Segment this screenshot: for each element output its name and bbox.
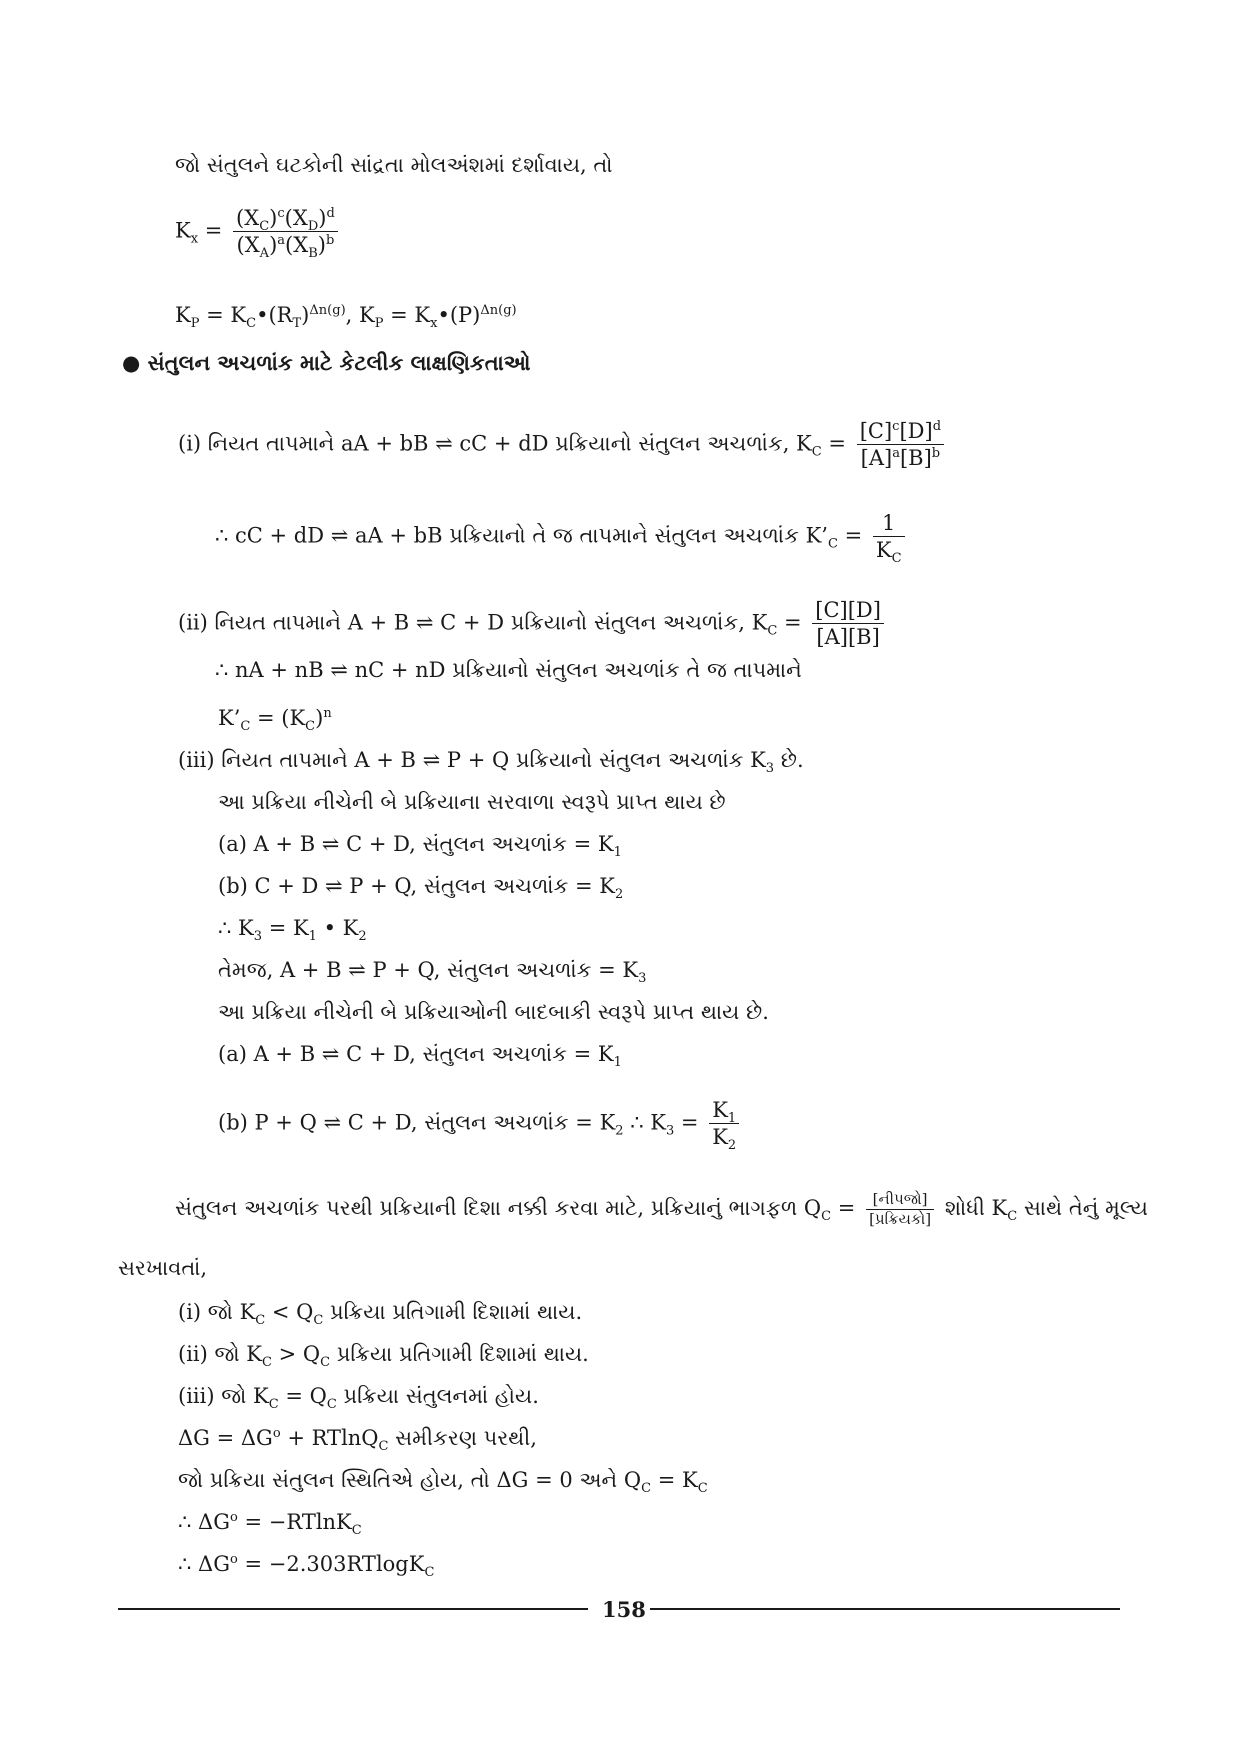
item-iii-b: (b) C + D ⇌ P + Q, સંતુલન અચળાંક = $K_2$ bbox=[218, 874, 624, 903]
item-i-fraction: $\frac{[C]^c[D]^d}{[A]^a[B]^b}$ bbox=[857, 418, 944, 472]
item-ii-multiplied: ∴ nA + nB ⇌ nC + nD પ્રક્રિયાનો સંતુલન અચળાંક તે જ તાપમાને bbox=[215, 658, 802, 682]
equilibrium-condition: જો પ્રક્રિયા સંતુલન સ્થિતિએ હોય, તો ΔG = 0 અને $Q_C = K_C$ bbox=[178, 1468, 708, 1497]
gibbs-equation: $\Delta G = \Delta G^o + RTlnQ_C$ સમીકરણ પરથી, bbox=[178, 1426, 537, 1455]
kp-formula: $K_P$ = $K_C•(R_T)^{\Delta n(g)}$, $K_P$ = $K_x•(P)^{\Delta n(g)}$ bbox=[175, 303, 517, 332]
intro-text: જો સંતુલને ઘટકોની સાંદ્રતા મોલઅંશમાં દર્શાવાય, તો bbox=[175, 153, 613, 177]
condition-ii: (ii) જો $K_C > Q_C$ પ્રક્રિયા પ્રતિગામી દિશામાં થાય. bbox=[178, 1342, 589, 1371]
footer-rule-right bbox=[650, 1608, 1120, 1610]
item-ii-fraction: $\frac{[C][D]}{[A][B]}$ bbox=[812, 597, 884, 651]
footer-rule-left bbox=[118, 1608, 588, 1610]
item-i-reverse-fraction: $\frac{1}{K_C}$ bbox=[873, 510, 905, 564]
bullet-icon: ● bbox=[122, 350, 141, 375]
item-i-reverse: ∴ cC + dD ⇌ aA + bB પ્રક્રિયાનો તે જ તાપમાને સંતુલન અચળાંક $K’_C$ = $\frac{1}{K_C}$ bbox=[215, 510, 909, 564]
gibbs-ln-result: ∴ $\Delta G^o = -RTlnK_C$ bbox=[178, 1510, 362, 1539]
paragraph-continuation: સરખાવતાં, bbox=[118, 1256, 208, 1280]
item-iii-sum-text: આ પ્રક્રિયા નીચેની બે પ્રક્રિયાના સરવાળા સ્વરૂપે પ્રાપ્ત થાય છે bbox=[218, 790, 726, 814]
item-iii-a: (a) A + B ⇌ C + D, સંતુલન અચળાંક = $K_1$ bbox=[218, 832, 622, 861]
condition-iii: (iii) જો $K_C = Q_C$ પ્રક્રિયા સંતુલનમાં હોય. bbox=[178, 1384, 539, 1413]
reaction-quotient-paragraph: સંતુલન અચળાંક પરથી પ્રક્રિયાની દિશા નક્કી કરવા માટે, પ્રક્રિયાનું ભાગફળ $Q_C$ = $\frac{\text{[નીપજો]}}{\text{[પ્રક્રિયકો]}}$ શોધી $K_C$ સાથે તેનું મૂલ્ય bbox=[175, 1190, 1149, 1228]
item-i: (i) નિયત તાપમાને aA + bB ⇌ cC + dD પ્રક્રિયાનો સંતુલન અચળાંક, $K_C$ = $\frac{[C]^c[D]^d}{[A]^a[B]^b}$ bbox=[178, 418, 948, 472]
item-iii: (iii) નિયત તાપમાને A + B ⇌ P + Q પ્રક્રિયાનો સંતુલન અચળાંક $K_3$ છે. bbox=[178, 748, 804, 777]
gibbs-log-result: ∴ $\Delta G^o = -2.303RTlogK_C$ bbox=[178, 1552, 435, 1581]
kx-formula: $K_x$ = $\frac{(X_C)^c(X_D)^d}{(X_A)^a(X_B)^b}$ bbox=[175, 205, 342, 259]
item-iii-d: તેમજ, A + B ⇌ P + Q, સંતુલન અચળાંક = $K_3$ bbox=[218, 958, 647, 987]
item-iii-f: (a) A + B ⇌ C + D, સંતુલન અચળાંક = $K_1$ bbox=[218, 1042, 622, 1071]
reaction-quotient-fraction: $\frac{\text{[નીપજો]}}{\text{[પ્રક્રિયકો]}}$ bbox=[866, 1190, 934, 1229]
item-iii-g: (b) P + Q ⇌ C + D, સંતુલન અચળાંક = $K_2$ ∴ $K_3$ = $\frac{K_1}{K_2}$ bbox=[218, 1097, 743, 1151]
item-iii-difference-text: આ પ્રક્રિયા નીચેની બે પ્રક્રિયાઓની બાદબાકી સ્વરૂપે પ્રાપ્ત થાય છે. bbox=[218, 1000, 769, 1024]
condition-i: (i) જો $K_C < Q_C$ પ્રક્રિયા પ્રતિગામી દિશામાં થાય. bbox=[178, 1300, 583, 1329]
section-heading: ● સંતુલન અચળાંક માટે કેટલીક લાક્ષણિકતાઓ bbox=[122, 350, 531, 375]
item-ii-result: $K’_C = (K_C)^n$ bbox=[218, 706, 332, 735]
page-number: 158 bbox=[602, 1597, 646, 1622]
kx-fraction: $\frac{(X_C)^c(X_D)^d}{(X_A)^a(X_B)^b}$ bbox=[233, 205, 338, 259]
item-ii: (ii) નિયત તાપમાને A + B ⇌ C + D પ્રક્રિયાનો સંતુલન અચળાંક, $K_C$ = $\frac{[C][D]}{[A][B]}$ bbox=[178, 597, 888, 651]
item-iii-product: ∴ $K_3 = K_1$ • $K_2$ bbox=[218, 916, 367, 945]
item-iii-g-fraction: $\frac{K_1}{K_2}$ bbox=[709, 1097, 739, 1151]
